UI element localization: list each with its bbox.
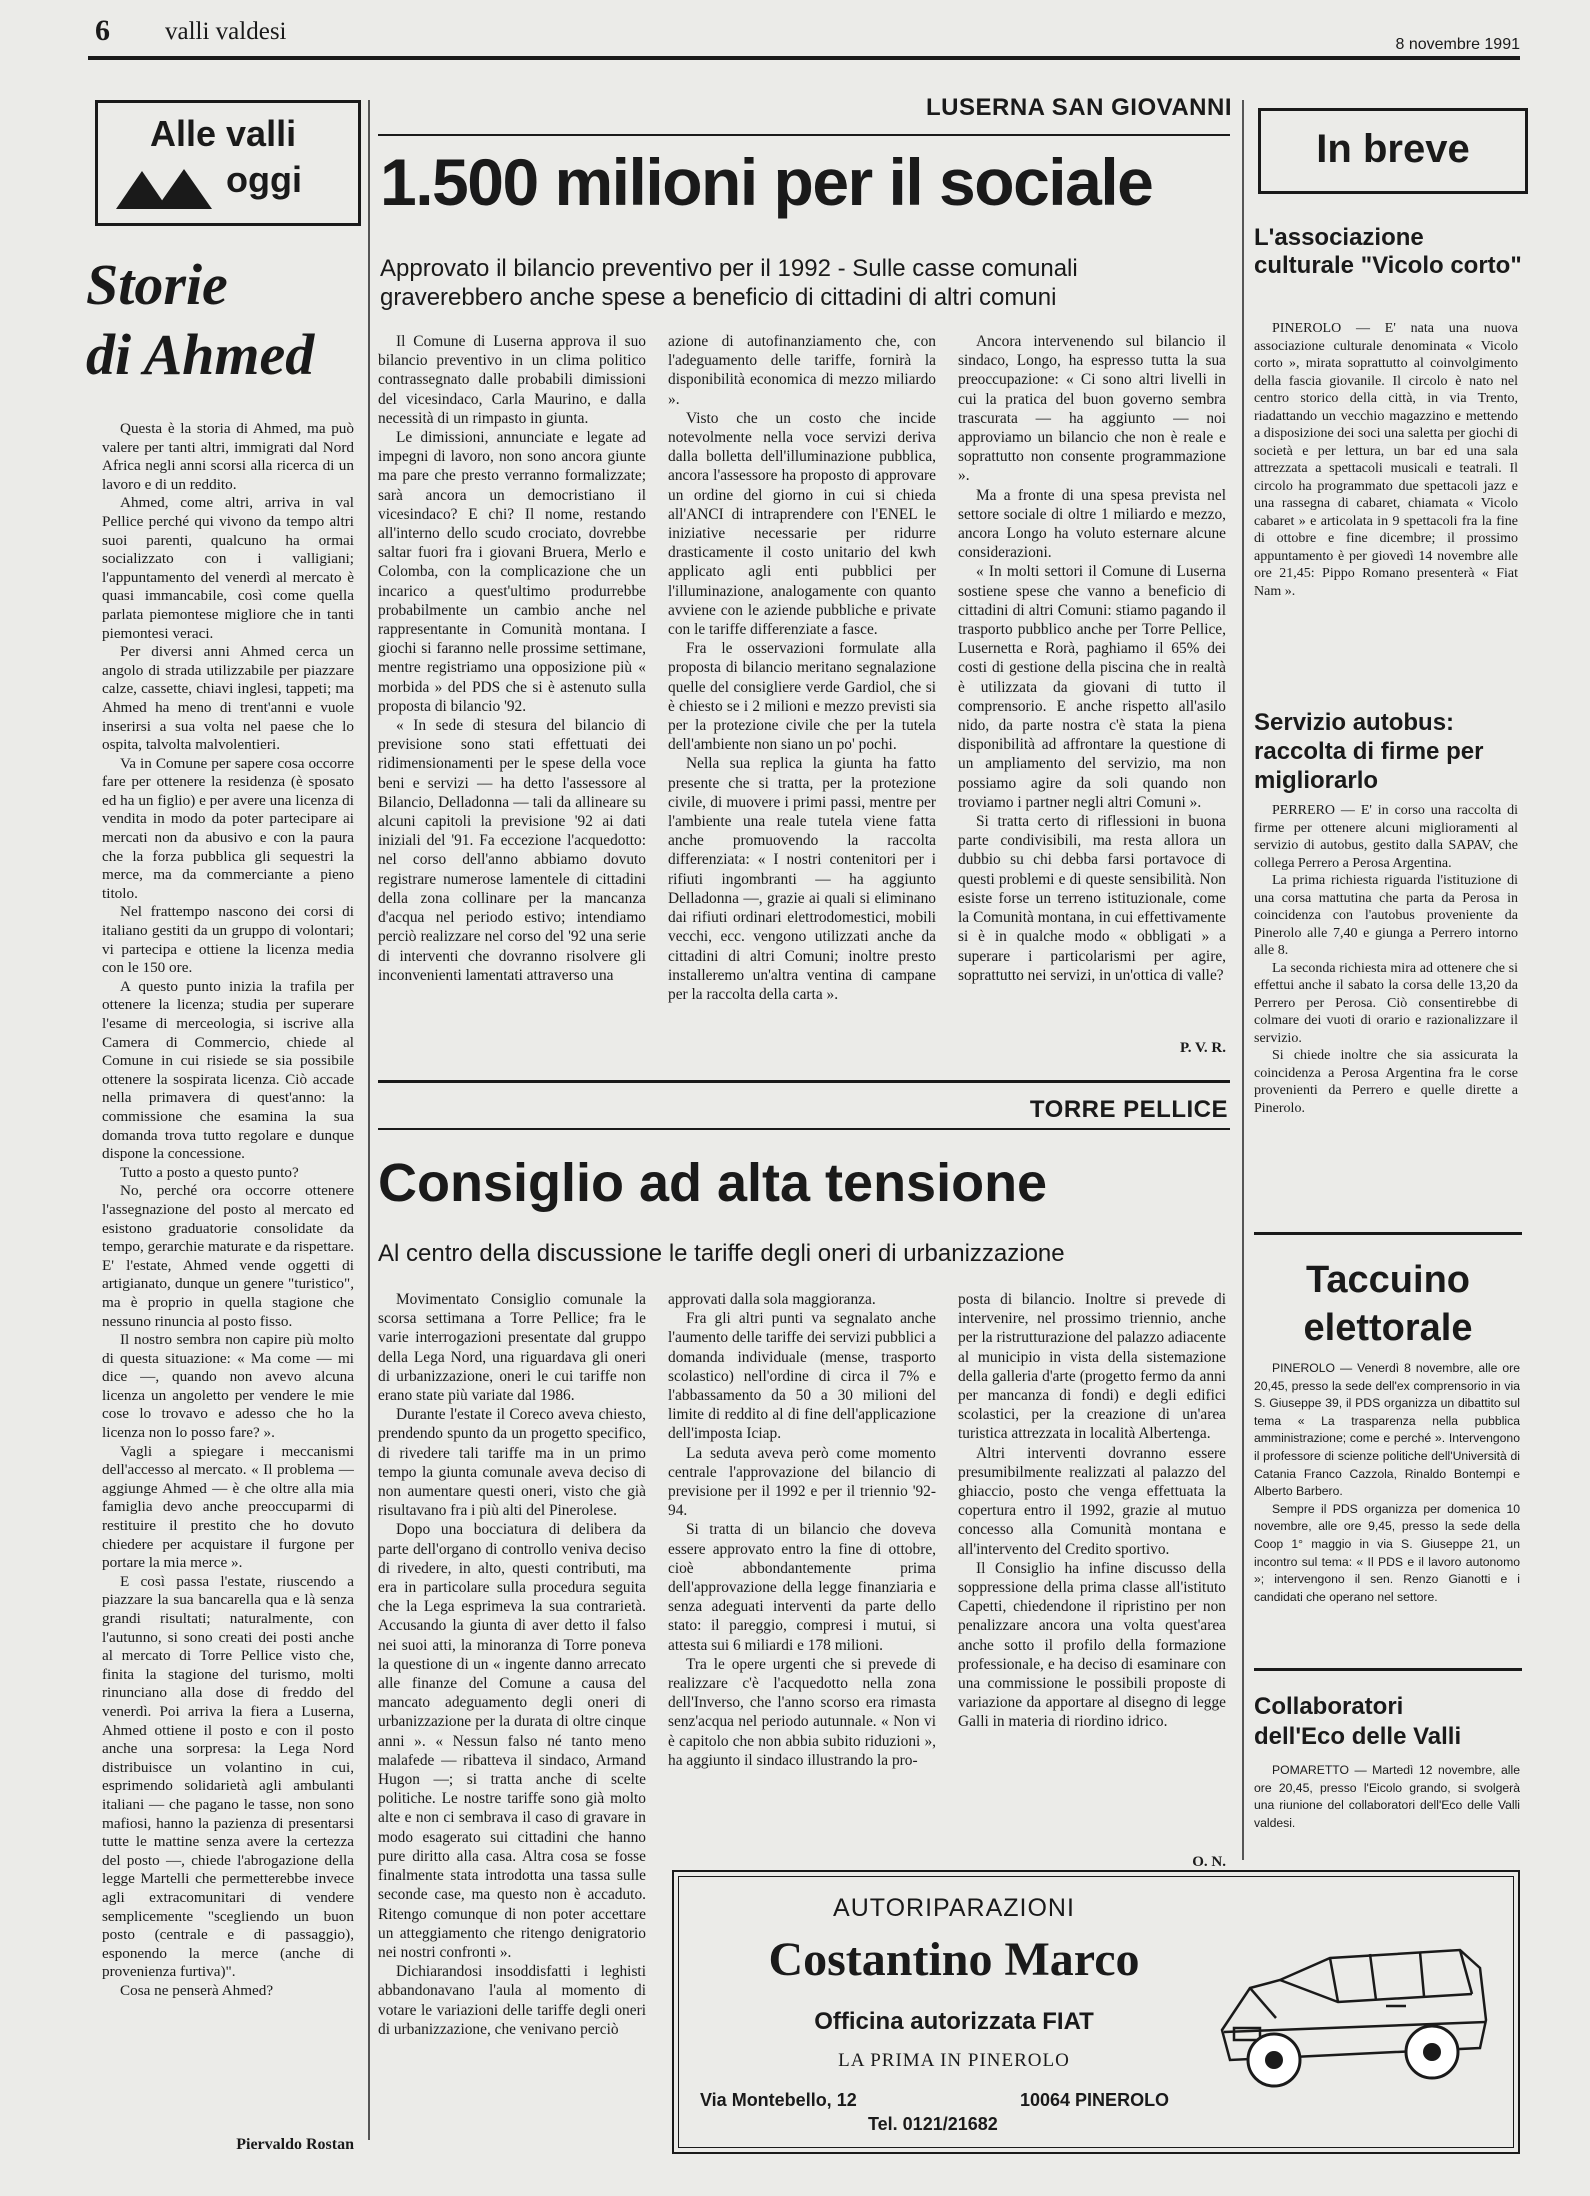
storie-title-line2: di Ahmed	[86, 322, 315, 387]
luserna-paragraph: Visto che un costo che incide notevolmente nella voce servizi deriva dalla bolletta dell'illuminazione pubblica, ancora l'assessore ha proposto di approvare un ordine del giorno in cui si chieda all'ANCI di intraprendere con l'ENEL le iniziative necessarie per ridurre drasticamente il costo unitario del kwh applicato agli enti pubblici per l'illuminazione, analogamente con quanto avviene con le aziende pubbliche e private con le tariffe differenziate a fasce.	[668, 409, 936, 639]
ad-address: Via Montebello, 12	[700, 2090, 857, 2110]
luserna-paragraph: Le dimissioni, annunciate e legate ad impegni di lavoro, non sono ancora giunte ma pare che presto verranno formalizzate; sarà ancora un democristiano il vicesindaco? E chi? Il nome, restando all'interno dello scudo crociato, dovrebbe saltar fuori fra i giovani Bruera, Merlo e Colomba, con la complicazione che un incarico a quest'ultimo produrrebbe probabilmente un cambio anche nel rappresentante in Comunità montana. I giochi si faranno nelle prossime settimane, mentre registriamo una opposizione più « morbida » del PDS che si è astenuto sulla proposta di bilancio '92.	[378, 429, 646, 715]
torre-col-1	[378, 1290, 646, 2150]
ad-costantino-marco	[672, 1870, 1520, 2154]
storie-paragraph: Vagli a spiegare i meccanismi dell'accesso al mercato. « Il problema — aggiunge Ahmed — è che oltre alla mia famiglia devo anche preoccuparmi di restituire il prestito che ho dovuto chiedere per acquistare il furgone per portare la mia merce ».	[102, 1442, 354, 1572]
torre-paragraph: Il Consiglio ha infine discusso della soppressione della prima classe all'istituto Capetti, chiedendone il ripristino per non penalizzare ancora una volta quest'area anche sotto il profilo della formazione professionale, e ha deciso di esaminare con una commissione le possibili proposte di variazione da apportare al disegno di legge Galli in materia di riordino idrico.	[958, 1559, 1226, 1731]
luserna-col-1	[378, 332, 646, 1062]
luserna-paragraph: « In sede di stesura del bilancio di previsione sono stati effettuati dei ridimensionamenti per le spese della voce beni e servizi — ha detto l'assessore al Bilancio, Delladonna — tali da allineare su alcuni capitoli la previsione '92 ai dati iniziali del '91. Fa eccezione l'acquedotto: nel corso dell'anno abbiamo dovuto registrare numerose lamentele di cittadini della zona collinare per la mancanza d'acqua nel periodo estivo; intendiamo perciò realizzare nel corso del '92 una serie di interventi che dovranno risolvere gli inconvenienti lamentati attraverso una	[378, 717, 646, 984]
collaboratori-title	[1254, 1692, 1522, 1752]
alle-valli-line2: oggi	[226, 159, 302, 200]
storie-paragraph: Il nostro sembra non capire più molto di questa situazione: « Ma come — mi dice —, quando non avevo alcuna licenza un angoletto per vendere le mie cose lo trovavo e adesso che ho la licenza non lo posso fare? ».	[102, 1331, 354, 1442]
torre-paragraph: Tra le opere urgenti che si prevede di realizzare c'è l'acquedotto nella zona dell'Inverso, che l'anno scorso era rimasta senz'acqua nel periodo autunnale. « Non vi è capitolo che non abbia subito riduzioni », ha aggiunto il sindaco illustrando la pro-	[668, 1655, 936, 1769]
breve-item1-text	[1254, 320, 1518, 680]
luserna-kicker: LUSERNA SAN GIOVANNI	[925, 94, 1232, 121]
torre-headline: Consiglio ad alta tensione	[378, 1153, 1048, 1213]
ad-tagline: LA PRIMA IN PINEROLO	[838, 2050, 1070, 2071]
luserna-headline: 1.500 milioni per il sociale	[380, 145, 1153, 219]
collaboratori-title-line2: dell'Eco delle Valli	[1254, 1723, 1462, 1750]
collaboratori-title-line1: Collaboratori	[1254, 1693, 1404, 1720]
luserna-deck-line2: graverebbero anche spese a beneficio di cittadini di altri comuni	[380, 284, 1057, 311]
luserna-paragraph: azione di autofinanziamento che, con l'adeguamento delle tariffe, fornirà la disponibilità economica di mezzo miliardo ».	[668, 333, 936, 408]
paper-name: valli valdesi	[165, 18, 287, 45]
luserna-signature: P. V. R.	[1180, 1040, 1226, 1056]
torre-kicker-rule	[378, 1128, 1230, 1130]
luserna-col-3	[958, 332, 1226, 1032]
breve-item2-title: Servizio autobus: raccolta di firme per migliorarlo	[1254, 709, 1484, 794]
ad-city: 10064 PINEROLO	[1020, 2090, 1170, 2110]
luserna-paragraph: Nella sua replica la giunta ha fatto presente che si tratta, per la protezione civile, di muovere i primi passi, mentre per l'ambiente una reale tutela viene fatta anche promuovendo la raccolta differenziata: « I nostri contenitori per i rifiuti ingombranti — ha aggiunto Delladonna —, grazie ai quali si eliminano dai rifiuti ordinari elettrodomestici, mobili vecchi, ecc. vengono utilizzati anche da cittadini di altri Comuni; inoltre presto installeremo un'altra ventina di campane per la raccolta della carta ».	[668, 755, 936, 1003]
luserna-paragraph: Ancora intervenendo sul bilancio il sindaco, Longo, ha espresso tutta la sua preoccupazione: « Ci sono altri livelli in cui la pratica del buon governo sembra trascurata — ha aggiunto — noi approviamo un bilancio che non è reale e soprattutto non consente programmazione ».	[958, 333, 1226, 485]
storie-title-line1: Storie	[86, 252, 228, 317]
alle-valli-logo	[95, 100, 361, 226]
breve-paragraph: La prima richiesta riguarda l'istituzione di una corsa mattutina che parta da Perosa in coincidenza con l'autobus proveniente da Pinerolo alle 7,40 e giunga a Perrero intorno alle 8.	[1254, 873, 1518, 958]
mountains-icon	[116, 165, 216, 211]
luserna-deck	[380, 254, 1230, 312]
torre-paragraph: Durante l'estate il Coreco aveva chiesto, prendendo spunto da un progetto specifico, di rivedere tali tariffe ma in un primo tempo la giunta comunale aveva deciso di non aumentare questi oneri, visto che già risultavano fra i più alti del Pinerolese.	[378, 1406, 646, 1520]
breve-paragraph: Si chiede inoltre che sia assicurata la coincidenza a Perosa Argentina fra le corse provenienti da Perrero e quelle dirette a Pinerolo.	[1254, 1048, 1518, 1116]
collaboratori-paragraph: POMARETTO — Martedì 12 novembre, alle ore 20,45, presso l'Eicolo grando, si svolgerà una riunione del collaboratori dell'Eco delle Valli valdesi.	[1254, 1763, 1520, 1830]
taccuino-text	[1254, 1360, 1520, 1670]
torre-paragraph: posta di bilancio. Inoltre si prevede di intervenire, nel prossimo triennio, anche per la ristrutturazione del palazzo adiacente al municipio in vista della sistemazione della galleria d'arte (progetto fermo da anni per mancanza di fondi) e degli edifici scolastici, per la creazione di un'area turistica attrezzata in località Albertenga.	[958, 1291, 1226, 1443]
torre-paragraph: Dopo una bocciatura di delibera da parte dell'organo di controllo veniva deciso di rivedere, in alto, questi contributi, ma era in particolare sulla procedura seguita che la Lega esprimeva la sua contrarietà. Accusando la giunta di aver detto il falso nei suoi atti, la minoranza di Torre poneva la questione di un « ingente danno arrecato alle finanze del Comune a causa del mancato adeguamento degli oneri di urbanizzazione per la durata di oltre cinque anni ». « Nessun falso né tanto meno malafede — ribatteva il sindaco, Armand Hugon —; si tratta anche di scelte politiche. Le nostre tariffe sono già molto alte e non ci sembrava il caso di gravare in modo esagerato sui cittadini che hanno pure diritto alla casa. Altra cosa se fosse finalmente stata introdotta una tassa sulle seconde case, ma questo non è accaduto. Ritengo comunque di non poter accettare un atteggiamento che ritengo denigratorio nei nostri confronti ».	[378, 1521, 646, 1961]
taccuino-title	[1254, 1256, 1522, 1352]
luserna-deck-line1: Approvato il bilancio preventivo per il 1992 - Sulle casse comunali	[380, 255, 1078, 282]
storie-paragraph: Tutto a posto a questo punto?	[120, 1163, 299, 1181]
torre-col-3	[958, 1290, 1226, 1860]
ad-top-line: AUTORIPARAZIONI	[833, 1894, 1075, 1922]
storie-paragraph: No, perché ora occorre ottenere l'assegnazione del posto al mercato ed esistono graduatorie consolidate da tempo, gerarchie maturate e da rispettare. E' l'estate, Ahmed vende oggetti di artigianato, dunque un genere "turistico", ma è proprio in quella stagione che nessuno rinuncia al posto fisso.	[102, 1182, 354, 1330]
collaboratori-rule	[1254, 1668, 1522, 1671]
ad-telephone: Tel. 0121/21682	[868, 2114, 998, 2134]
breve-item2-text	[1254, 802, 1518, 1212]
storie-paragraph: Questa è la storia di Ahmed, ma può valere per tanti altri, immigrati dal Nord Africa negli anni scorsi alla ricerca di un lavoro e di un reddito.	[102, 420, 354, 493]
luserna-kicker-rule	[378, 134, 1230, 136]
torre-paragraph: Movimentato Consiglio comunale la scorsa settimana a Torre Pellice; fra le varie interrogazioni presentate dal gruppo della Lega Nord, una riguardava gli oneri di urbanizzazione, oneri le cui tariffe non erano state più variate dal 1986.	[378, 1291, 646, 1405]
breve-paragraph: La seconda richiesta mira ad ottenere che si effettui anche il sabato la corsa delle 13,20 da Perrero per Perosa. Ciò consentirebbe di colmare dei vuoti di orario e razionalizzare il servizio.	[1254, 960, 1518, 1046]
torre-col-2	[668, 1290, 936, 1870]
luserna-col-2	[668, 332, 936, 1062]
column-rule	[368, 100, 370, 2140]
breve-paragraph: PERRERO — E' in corso una raccolta di firme per ottenere alcuni miglioramenti al servizio di autobus, gestito dalla SAPAV, che collega Perrero a Perosa Argentina.	[1254, 803, 1518, 871]
luserna-paragraph: Ma a fronte di una spesa prevista nel settore sociale di oltre 1 miliardo e mezzo, ancora Longo ha voluto esternare alcune considerazioni.	[958, 486, 1226, 562]
storie-paragraph: Va in Comune per sapere cosa occorre fare per ottenere la residenza (è sposato ed ha un figlio) e per avere una licenza di vendita in modo da poter partecipare ai mercati non da abusivo e con la paura che la forza pubblica gli sequestri la merce, ma da commerciante a pieno titolo.	[102, 754, 354, 902]
torre-paragraph: La seduta aveva però come momento centrale l'approvazione del bilancio di previsione per il 1992 e per il triennio '92-94.	[668, 1444, 936, 1520]
storie-paragraph: Per diversi anni Ahmed cerca un angolo di strada utilizzabile per piazzare calze, cassette, chiavi inglesi, tappeti; ma Ahmed ha meno di trent'anni e vuole inserirsi a sua volta nel paese che lo ospita, talvolta malvolentieri.	[102, 643, 354, 754]
taccuino-title-line1: Taccuino	[1306, 1259, 1470, 1301]
torre-paragraph: Fra gli altri punti va segnalato anche l'aumento delle tariffe dei servizi pubblici a domanda individuale (mense, trasporto scolastico) nell'ordine di circa il 7% e l'abbassamento da 50 a 30 milioni del limite di reddito al di fine dell'applicazione dell'imposta Iciap.	[668, 1310, 936, 1443]
breve-paragraph: PINEROLO — E' nata una nuova associazione culturale denominata « Vicolo corto », mirata soprattutto al coinvolgimento della fascia giovanile. Il circolo è nato nel centro storico della città, in via Trento, riadattando un vecchio magazzino e mettendo a disposizione dei soci una saletta per giochi di società e per lettura, un bar ed una sala attrezzata a spettacoli musicali e teatrali. Il circolo ha programmato due spettacoli jazz e una rassegna di cabaret, chiamata « Vicolo cabaret » e articolata in 9 spettacoli fra la fine di ottobre e fine dicembre; il prossimo appuntamento è per giovedì 14 novembre alle ore 21,45: Pippo Romano presenterà « Fiat Nam ».	[1254, 321, 1518, 599]
torre-paragraph: approvati dalla sola maggioranza.	[668, 1291, 876, 1308]
storie-paragraph: Ahmed, come altri, arriva in val Pellice perché qui vivono da tempo altri suoi parenti, qualcuno ha ormai socializzato con i valligiani; l'appuntamento del venerdì al mercato è quasi immancabile, così come quella parlata piemontese migliore che in tanti piemontesi veraci.	[102, 494, 354, 642]
issue-date: 8 novembre 1991	[1395, 36, 1520, 53]
torre-kicker: TORRE PELLICE	[1029, 1096, 1228, 1123]
taccuino-rule	[1254, 1232, 1522, 1235]
taccuino-paragraph: Sempre il PDS organizza per domenica 10 novembre, alle ore 9,45, presso la sede della Coop 1° maggio in via S. Giuseppe 21, un incontro sul tema: « Il PDS e il lavoro autonomo »; intervengono il sen. Renzo Gianotti e i candidati che operano nel settore.	[1254, 1501, 1520, 1604]
in-breve-title: In breve	[1316, 127, 1470, 171]
torre-deck: Al centro della discussione le tariffe degli oneri di urbanizzazione	[378, 1240, 1065, 1267]
torre-paragraph: Altri interventi dovranno essere presumibilmente realizzati al palazzo del ghiaccio, posto che venga effettuata la copertura entro il 1992, grazie al mutuo concesso alla Comunità montana e all'intervento del Credito sportivo.	[958, 1444, 1226, 1558]
ad-subtitle: Officina autorizzata FIAT	[814, 2008, 1094, 2035]
header-rule	[88, 56, 1520, 60]
storie-paragraph: A questo punto inizia la trafila per ottenere la licenza; studia per superare l'esame di merceologia, si iscrive alla Camera di Commercio, chiede al Comune in cui risiede se sia possibile ottenere la sospirata licenza. Ciò accade nella primavera di quest'anno: la commissione che esamina la sua domanda trova tutto regolare e dunque dispone la concessione.	[102, 977, 354, 1163]
column-rule-right	[1242, 100, 1244, 1860]
ad-business-name: Costantino Marco	[768, 1933, 1140, 1986]
luserna-paragraph: Il Comune di Luserna approva il suo bilancio preventivo in un clima politico contrassegnato dalle probabili dimissioni del vicesindaco, Carla Maurino, e dalla necessità di un rimpasto in giunta.	[378, 333, 646, 427]
luserna-paragraph: Fra le osservazioni formulate alla proposta di bilancio meritano segnalazione quelle del consigliere verde Gardiol, che si è chiesto se i 2 milioni e mezzo previsti sia per la protezione civile che per la tutela dell'ambiente non siano un po' pochi.	[668, 640, 936, 754]
taccuino-title-line2: elettorale	[1303, 1307, 1473, 1349]
storie-paragraph: Nel frattempo nascono dei corsi di italiano gestiti da un gruppo di volontari; vi partecipa e ottiene la licenza media con le 150 ore.	[102, 903, 354, 977]
in-breve-box	[1258, 108, 1528, 194]
car-icon	[1210, 1910, 1500, 2110]
storie-paragraph: E così passa l'estate, riuscendo a piazzare la sua bancarella qua e là senza grandi risultati; naturalmente, con l'autunno, si sono creati dei posti anche al mercato di Torre Pellice visto che, finita la stagione del turismo, molti rinunciano alla dose di freddo del venerdì. Poi arriva la fiera a Luserna, Ahmed ottiene il posto e con il posto anche una sorpresa: la Lega Nord distribuisce un volantino in cui, esprimendo solidarietà agli ambulanti italiani — che pagano le tasse, non sono mafiosi, hanno la pazienza di presentarsi tutte le mattine senza avere la certezza del posto —, chiede l'abrogazione della legge Martelli che permetterebbe invece agli extracomunitari di vendere semplicemente "scegliendo un buon posto (centrale e di passaggio), esponendo la merce (anche di provenienza furtiva)".	[102, 1572, 354, 1981]
taccuino-paragraph: PINEROLO — Venerdì 8 novembre, alle ore 20,45, presso la sede dell'ex comprensorio in via S. Giuseppe 39, il PDS organizza un dibattito sul tema « La trasparenza nella pubblica amministrazione; come e perché ». Intervengono il professore di scienze politiche dell'Università di Catania Franco Cazzola, Rinaldo Bontempi e Alberto Barbero.	[1254, 1361, 1520, 1499]
storie-paragraph: Cosa ne penserà Ahmed?	[120, 1981, 274, 1999]
torre-paragraph: Dichiarandosi insoddisfatti i leghisti abbandonavano l'aula al momento di votare le variazioni delle tariffe degli oneri di urbanizzazione, che venivano perciò	[378, 1963, 646, 2038]
torre-paragraph: Si tratta di un bilancio che doveva essere approvato entro la fine di ottobre, cioè abbondantemente prima dell'approvazione della legge finanziaria e senza adeguati interventi da parte dello stato: il pareggio, compresi i mutui, si attesta sui 6 miliardi e 178 milioni.	[668, 1521, 936, 1654]
alle-valli-line1: Alle valli	[150, 113, 297, 154]
section-rule	[378, 1080, 1230, 1083]
breve-item1-title: L'associazione culturale "Vicolo corto"	[1254, 224, 1522, 279]
torre-signature: O. N.	[1192, 1854, 1226, 1870]
collaboratori-text	[1254, 1762, 1520, 1872]
luserna-paragraph: « In molti settori il Comune di Luserna sostiene spese che vanno a beneficio di cittadini di altri Comuni: stiamo pagando il trasporto pubblico anche per Torre Pellice, Lusernetta e Rorà, paghiamo il 65% dei costi di gestione della piscina che in realtà è utilizzata da giovani di tutto il comprensorio. E anche rispetto all'asilo nido, da parte nostra c'è stata la piena disponibilità ad affrontare la questione di un ampliamento del servizio, ma non possiamo agire da soli quando non troviamo i partner negli altri Comuni ».	[958, 563, 1226, 811]
page-number: 6	[95, 14, 110, 47]
storie-title	[86, 250, 314, 390]
storie-article	[102, 420, 354, 2120]
luserna-paragraph: Si tratta certo di riflessioni in buona parte condivisibili, ma resta allora un dubbio su chi debba farsi portavoce di questi problemi e di queste sensibilità. Non esiste forse un terreno istituzionale, come la Comunità montana, in cui effettivamente si è in qualche modo « obbligati » a superare i particolarismi per agire, soprattutto nei servizi, in un'ottica di valle?	[958, 813, 1226, 984]
storie-signature: Piervaldo Rostan	[236, 2136, 354, 2153]
